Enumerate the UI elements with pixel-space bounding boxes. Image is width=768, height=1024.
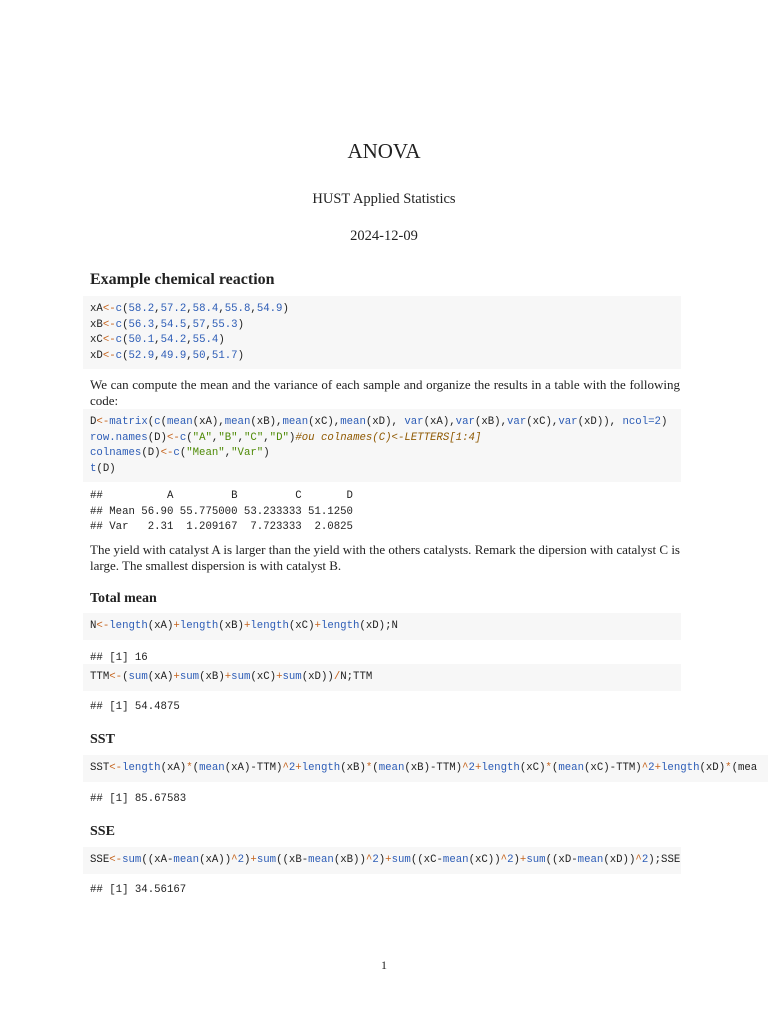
code-line-xb: xB<-c(56.3,54.5,57,55.3)	[90, 318, 244, 331]
code-block-matrix	[83, 409, 681, 482]
document-date: 2024-12-09	[350, 228, 418, 244]
code-line-transpose: t(D)	[90, 462, 116, 475]
subsection-heading-total-mean: Total mean	[90, 591, 157, 606]
subsection-heading-sse: SSE	[90, 824, 115, 839]
output-table-row-mean: ## Mean 56.90 55.775000 53.233333 51.1250	[90, 505, 353, 518]
code-block-data	[83, 296, 681, 369]
output-ttm: ## [1] 54.4875	[90, 701, 180, 713]
page-title: ANOVA	[347, 139, 421, 163]
code-line-ttm: TTM<-(sum(xA)+sum(xB)+sum(xC)+sum(xD))/N;TTM	[90, 671, 373, 683]
subsection-heading-sst: SST	[90, 732, 115, 747]
output-sst: ## [1] 85.67583	[90, 793, 187, 805]
code-line-matrix: D<-matrix(c(mean(xA),mean(xB),mean(xC),mean(xD), var(xA),var(xB),var(xC),var(xD)), ncol=2)	[90, 416, 668, 428]
code-line-sse: SSE<-sum((xA-mean(xA))^2)+sum((xB-mean(xB))^2)+sum((xC-mean(xC))^2)+sum((xD-mean(xD))^2);SSE	[90, 854, 681, 866]
code-block-ttm	[83, 664, 681, 691]
code-line-xa: xA<-c(58.2,57.2,58.4,55.8,54.9)	[90, 303, 289, 315]
code-line-sst: SST<-length(xA)*(mean(xA)-TTM)^2+length(xB)*(mean(xB)-TTM)^2+length(xC)*(mean(xC)-TTM)^2+length(xD)*(mea	[90, 762, 758, 774]
paragraph-remark: The yield with catalyst A is larger than the yield with the others catalysts. Remark the dipersion with catalyst C is large. The smallest dispersion is with catalyst B.	[90, 542, 680, 573]
document-author: HUST Applied Statistics	[312, 191, 456, 207]
code-block-sse	[83, 847, 681, 874]
code-line-xd: xD<-c(52.9,49.9,50,51.7)	[90, 349, 244, 362]
code-line-xc: xC<-c(50.1,54.2,55.4)	[90, 334, 225, 346]
page-number: 1	[381, 958, 387, 972]
output-sse: ## [1] 34.56167	[90, 884, 187, 896]
output-table	[90, 489, 353, 536]
code-block-sst	[83, 755, 768, 782]
code-block-n	[83, 613, 681, 640]
section-heading: Example chemical reaction	[90, 271, 275, 288]
output-n: ## [1] 16	[90, 652, 148, 664]
paragraph-intro: We can compute the mean and the variance of each sample and organize the results in a table with the following code:	[90, 377, 680, 408]
output-table-row-var: ## Var 2.31 1.209167 7.723333 2.0825	[90, 521, 353, 533]
output-table-header: ## A B C D	[90, 490, 353, 502]
code-line-n: N<-length(xA)+length(xB)+length(xC)+length(xD);N	[90, 620, 398, 632]
code-line-colnames: colnames(D)<-c("Mean","Var")	[90, 447, 270, 459]
code-line-rownames: row.names(D)<-c("A","B","C","D")#ou colnames(C)<-LETTERS[1:4]	[90, 431, 482, 444]
